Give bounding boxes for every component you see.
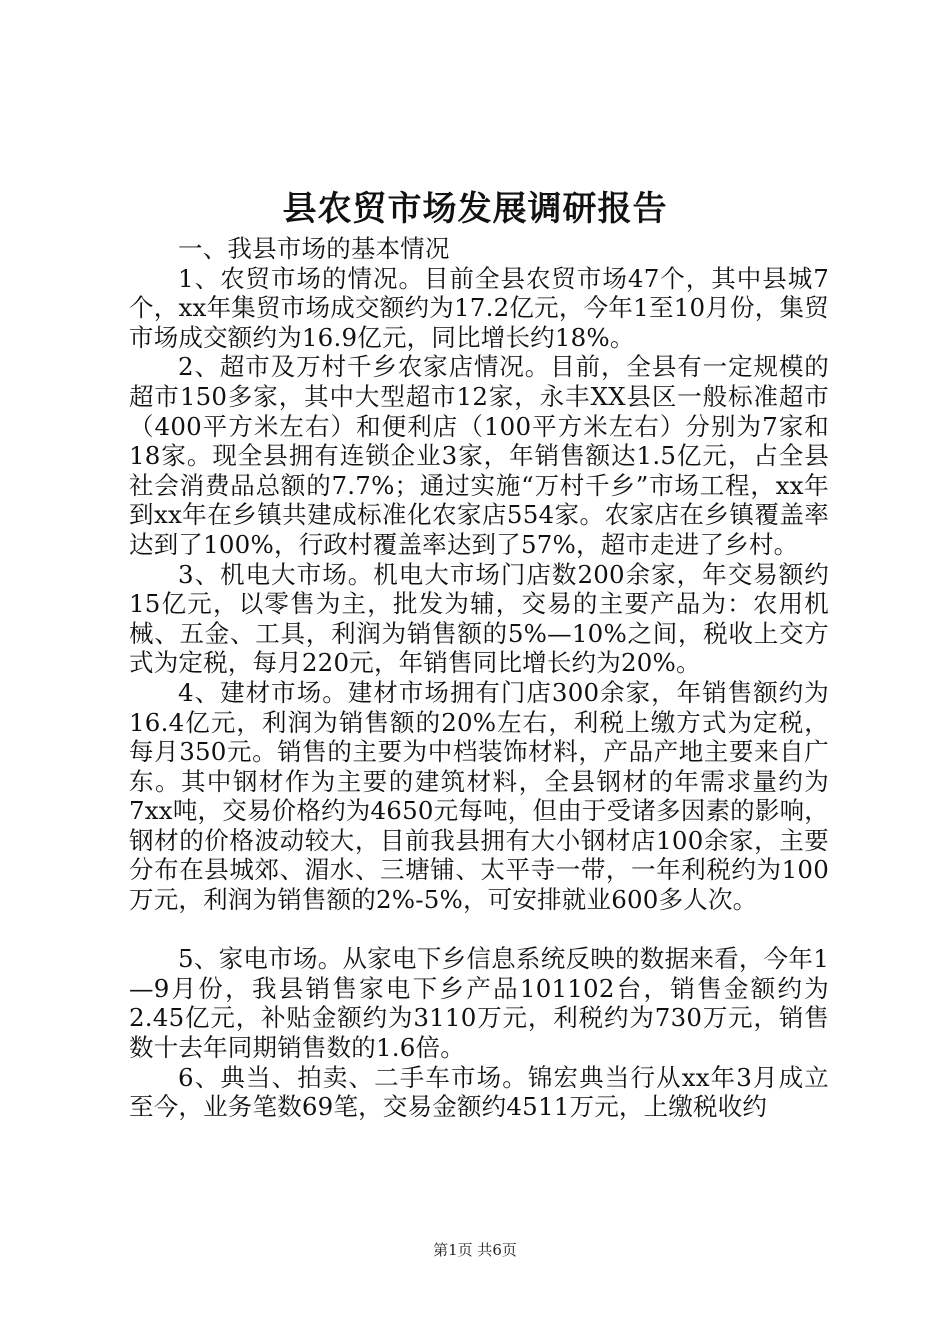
paragraph-building-materials: 4、建材市场。建材市场拥有门店300余家，年销售额约为16.4亿元，利润为销售额的20%左右，利税上缴方式为定税，每月350元。销售的主要为中档装饰材料，产品产地主要来自广东。其中钢材作为主要的建筑材料，全县钢材的年需求量约为7xx吨，交易价格约为4650元每吨，但由于受诸多因素的影响，钢材的价格波动较大，目前我县拥有大小钢材店100余家，主要分布在县城郊、湄水、三塘铺、太平寺一带，一年利税约为100万元，利润为销售额的2%-5%，可安排就业600多人次。	[129, 677, 829, 915]
document-body	[129, 234, 829, 1122]
paragraph-pawn-auction: 6、典当、拍卖、二手车市场。锦宏典当行从xx年3月成立至今，业务笔数69笔，交易金额约4511万元，上缴税收约	[129, 1062, 829, 1122]
document-title: 县农贸市场发展调研报告	[282, 189, 668, 229]
paragraph-appliances: 5、家电市场。从家电下乡信息系统反映的数据来看，今年1—9月份，我县销售家电下乡产品101102台，销售金额约为2.45亿元，补贴金额约为3110万元，利税约为730万元，销售数十去年同期销售数的1.6倍。	[129, 944, 829, 1063]
page-footer: 第1页 共6页	[433, 1241, 517, 1259]
paragraph-machinery-market: 3、机电大市场。机电大市场门店数200余家，年交易额约15亿元，以零售为主，批发为辅，交易的主要产品为：农用机械、五金、工具，利润为销售额的5%—10%之间，税收上交方式为定税，每月220元，年销售同比增长约为20%。	[129, 559, 829, 678]
section-heading: 一、我县市场的基本情况	[178, 234, 450, 263]
paragraph-supermarkets: 2、超市及万村千乡农家店情况。目前，全县有一定规模的超市150多家，其中大型超市12家，永丰XX县区一般标准超市（400平方米左右）和便利店（100平方米左右）分别为7家和18家。现全县拥有连锁企业3家，年销售额达1.5亿元，占全县社会消费品总额的7.7%；通过实施“万村千乡”市场工程，xx年到xx年在乡镇共建成标准化农家店554家。农家店在乡镇覆盖率达到了100%，行政村覆盖率达到了57%，超市走进了乡村。	[129, 352, 829, 559]
paragraph-farmers-market: 1、农贸市场的情况。目前全县农贸市场47个，其中县城7个，xx年集贸市场成交额约为17.2亿元，今年1至10月份，集贸市场成交额约为16.9亿元，同比增长约18%。	[129, 263, 829, 352]
